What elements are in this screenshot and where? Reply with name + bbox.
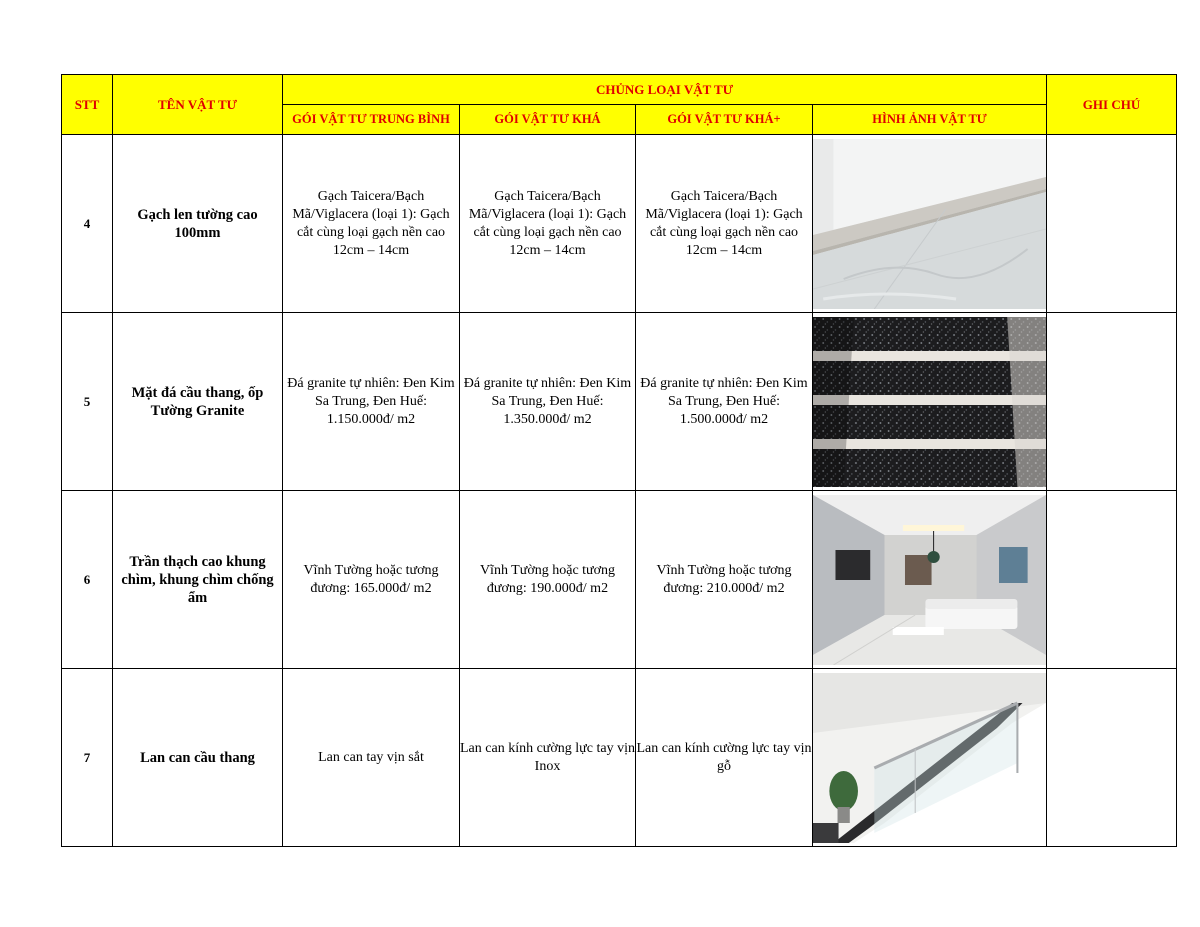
row-spec-good: Vĩnh Tường hoặc tương đương: 190.000đ/ m2 [460, 491, 636, 669]
row-stt: 5 [62, 313, 113, 491]
row-spec-good-plus: Vĩnh Tường hoặc tương đương: 210.000đ/ m2 [636, 491, 813, 669]
row-spec-average: Đá granite tự nhiên: Đen Kim Sa Trung, Đen Huế: 1.150.000đ/ m2 [283, 313, 460, 491]
tile-skirting-photo [813, 139, 1046, 309]
row-stt: 4 [62, 135, 113, 313]
row-image-cell [813, 669, 1047, 847]
table-row [62, 669, 1177, 847]
header-note: GHI CHÚ [1047, 75, 1177, 135]
row-stt: 7 [62, 669, 113, 847]
row-spec-good: Lan can kính cường lực tay vịn Inox [460, 669, 636, 847]
header-material-type: CHỦNG LOẠI VẬT TƯ [283, 75, 1047, 105]
table-row [62, 491, 1177, 669]
row-image-cell [813, 135, 1047, 313]
row-stt: 6 [62, 491, 113, 669]
row-material-name: Gạch len tường cao 100mm [113, 135, 283, 313]
header-package-good: GÓI VẬT TƯ KHÁ [460, 105, 636, 135]
row-note [1047, 491, 1177, 669]
row-spec-good-plus: Gạch Taicera/Bạch Mã/Viglacera (loại 1): Gạch cắt cùng loại gạch nền cao 12cm – 14cm [636, 135, 813, 313]
table-row [62, 135, 1177, 313]
row-note [1047, 669, 1177, 847]
row-spec-good-plus: Lan can kính cường lực tay vịn gỗ [636, 669, 813, 847]
row-image-cell [813, 313, 1047, 491]
material-spec-table [61, 74, 1177, 847]
header-package-good-plus: GÓI VẬT TƯ KHÁ+ [636, 105, 813, 135]
header-package-average: GÓI VẬT TƯ TRUNG BÌNH [283, 105, 460, 135]
row-spec-average: Lan can tay vịn sắt [283, 669, 460, 847]
table-row [62, 313, 1177, 491]
header-material-name: TÊN VẬT TƯ [113, 75, 283, 135]
row-note [1047, 313, 1177, 491]
gypsum-ceiling-photo [813, 495, 1046, 665]
row-spec-average: Vĩnh Tường hoặc tương đương: 165.000đ/ m2 [283, 491, 460, 669]
row-image-cell [813, 491, 1047, 669]
header-stt: STT [62, 75, 113, 135]
row-material-name: Lan can cầu thang [113, 669, 283, 847]
row-spec-good: Gạch Taicera/Bạch Mã/Viglacera (loại 1): Gạch cắt cùng loại gạch nền cao 12cm – 14cm [460, 135, 636, 313]
glass-railing-stair-photo [813, 673, 1046, 843]
header-material-image: HÌNH ẢNH VẬT TƯ [813, 105, 1047, 135]
row-material-name: Mặt đá cầu thang, ốp Tường Granite [113, 313, 283, 491]
row-material-name: Trần thạch cao khung chìm, khung chìm chống ẩm [113, 491, 283, 669]
row-spec-good: Đá granite tự nhiên: Đen Kim Sa Trung, Đen Huế: 1.350.000đ/ m2 [460, 313, 636, 491]
row-note [1047, 135, 1177, 313]
granite-stair-photo [813, 317, 1046, 487]
row-spec-average: Gạch Taicera/Bạch Mã/Viglacera (loại 1): Gạch cắt cùng loại gạch nền cao 12cm – 14cm [283, 135, 460, 313]
row-spec-good-plus: Đá granite tự nhiên: Đen Kim Sa Trung, Đen Huế: 1.500.000đ/ m2 [636, 313, 813, 491]
